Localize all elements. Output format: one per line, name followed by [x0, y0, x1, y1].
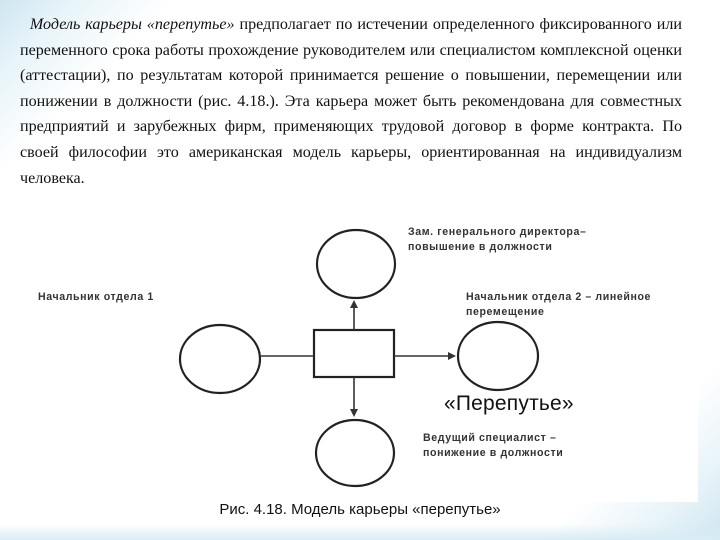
bottom-node [316, 420, 394, 486]
top-node [317, 230, 395, 298]
left-node [180, 325, 260, 393]
model-term: Модель карьеры «перепутье» [29, 16, 235, 33]
right-label-line-1: Начальник отдела 2 – линейное [466, 291, 652, 303]
career-diagram [18, 216, 698, 502]
description-paragraph [20, 12, 682, 191]
bottom-label-line-2: понижение в должности [423, 447, 564, 459]
center-box [314, 330, 394, 377]
diagram-drawing [18, 216, 698, 502]
crossroads-title: «Перепутье» [444, 392, 574, 415]
right-node [458, 322, 538, 390]
bottom-label-line-1: Ведущий специалист – [423, 432, 557, 444]
description-body: предполагает по истечении определенного фиксированного или переменного срока работы прохождение руководителем или специалистом комплексной оценки (аттестации), по результатам которой принимается решение о повышении, перемещении или понижении в должности (рис. 4.18.). Эта карьера может быть рекомендована для совместных предприятий и зарубежных фирм, применяющих трудовой договор в форме контракта. По своей философии это американская модель карьеры, ориентированная на индивидуализм человека. [20, 16, 682, 187]
bottom-node-label [423, 431, 563, 461]
slide-bottom-decoration [0, 524, 720, 540]
figure-caption: Рис. 4.18. Модель карьеры «перепутье» [219, 501, 501, 518]
left-node-label: Начальник отдела 1 [38, 291, 154, 303]
top-label-line-2: повышение в должности [408, 241, 553, 253]
right-node-label [466, 290, 651, 320]
right-label-line-2: перемещение [466, 306, 545, 318]
top-node-label [408, 225, 586, 255]
top-label-line-1: Зам. генерального директора– [408, 226, 587, 238]
